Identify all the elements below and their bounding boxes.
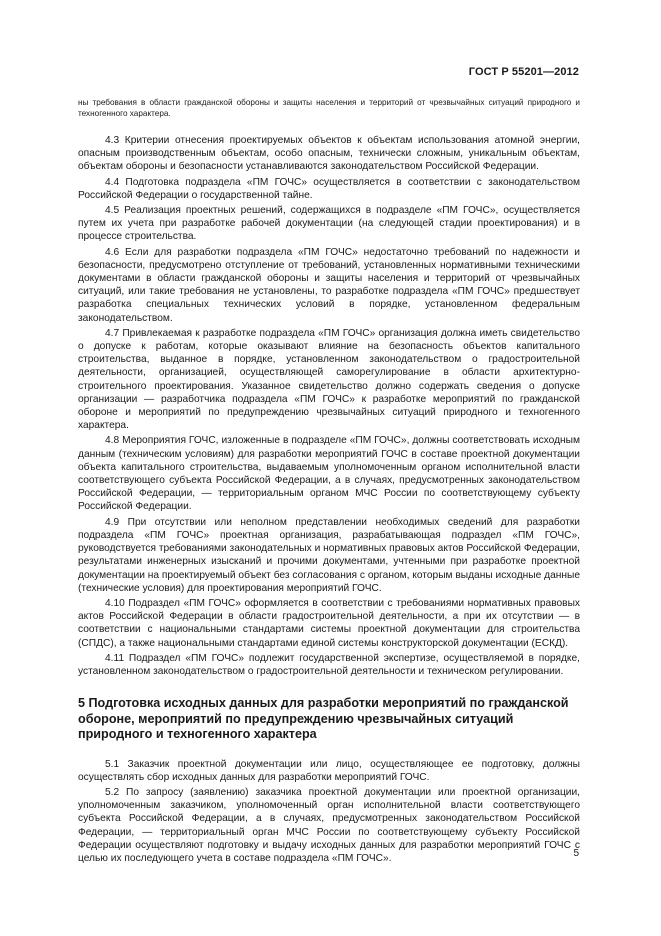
- intro-continuation: ны требования в области гражданской обороны и защиты населения и территорий от чрезвычайных ситуаций природного и техногенного характера.: [78, 98, 580, 118]
- paragraph-4-11: 4.11 Подраздел «ПМ ГОЧС» подлежит государственной экспертизе, осуществляемой в порядке, установленном законодательством о градостроительной деятельности и техническом регулировании.: [78, 652, 580, 677]
- paragraph-4-7: 4.7 Привлекаемая к разработке подраздела «ПМ ГОЧС» организация должна иметь свидетельство о допуске к работам, которые оказывают влияние на безопасность объектов капитального строительства, выданное в порядке, установленном законодательством о градостроительной деятельности, организацией, осуществляющей саморегулирование в области архитектурно-строительного проектирования. Указанное свидетельство должно содержать сведения о допуске организации — разработчика подраздела «ПМ ГОЧС» к разработке мероприятий по гражданской обороне и мероприятий по предупреждению чрезвычайных ситуаций природного и техногенного характера.: [78, 327, 580, 432]
- paragraph-4-4: 4.4 Подготовка подраздела «ПМ ГОЧС» осуществляется в соответствии с законодательством Российской Федерации о государственной тайне.: [78, 176, 580, 201]
- document-body: [78, 97, 580, 867]
- section-5-heading: 5 Подготовка исходных данных для разработки мероприятий по гражданской обороне, мероприятий по предупреждению чрезвычайных ситуаций природного и техногенного характера: [78, 696, 569, 742]
- paragraph-4-8: 4.8 Мероприятия ГОЧС, изложенные в подразделе «ПМ ГОЧС», должны соответствовать исходным данным (техническим условиям) для разработки мероприятий ГОЧС в составе проектной документации объекта капитального строительства, выдаваемым уполномоченным органом исполнительной власти соответствующего субъекта Российской Федерации, а в случаях, предусмотренных законодательством Российской Федерации, — территориальным органом МЧС России по соответствующему субъекту Российской Федерации.: [78, 435, 580, 513]
- paragraph-4-6: 4.6 Если для разработки подраздела «ПМ ГОЧС» недостаточно требований по надежности и безопасности, предусмотрено отступление от требований, установленных нормативными техническими документами в области гражданской обороны и защиты населения и территорий от чрезвычайных ситуаций, или такие требования не установлены, то разработке подраздела «ПМ ГОЧС» предшествует разработка специальных технических условий в порядке, установленном федеральным законодательством.: [78, 246, 580, 324]
- paragraph-4-5: 4.5 Реализация проектных решений, содержащихся в подразделе «ПМ ГОЧС», осуществляется путем их учета при разработке рабочей документации (на следующей стадии проектирования) и в процессе строительства.: [78, 205, 580, 243]
- document-header: ГОСТ Р 55201—2012: [468, 66, 579, 78]
- paragraph-4-3: 4.3 Критерии отнесения проектируемых объектов к объектам использования атомной энергии, опасным производственным объектам, особо опасным, технически сложным, уникальным объектам, объектам обороны и безопасности устанавливаются законодательством Российской Федерации.: [78, 135, 580, 173]
- paragraph-4-10: 4.10 Подраздел «ПМ ГОЧС» оформляется в соответствии с требованиями нормативных правовых актов Российской Федерации в области градостроительной деятельности, а при их отсутствии — в соответствии с национальными стандартами системы проектной документации для строительства (СПДС), а также национальными стандартами единой системы конструкторской документации (ЕСКД).: [78, 597, 580, 649]
- paragraph-4-9: 4.9 При отсутствии или неполном представлении необходимых сведений для разработки подраздела «ПМ ГОЧС» проектная организация, разрабатывающая подраздел «ПМ ГОЧС», руководствуется требованиями законодательных и нормативных правовых актов Российской Федерации, результатами инженерных изысканий и прочими документами, учтенными при разработке проектной документации на проектируемый объект без согласования с органом, которым выданы исходные данные (технические условия) для проектирования мероприятий ГОЧС.: [78, 516, 580, 594]
- paragraph-5-2: 5.2 По запросу (заявлению) заказчика проектной документации или проектной организации, уполномоченным заказчиком, уполномоченный орган исполнительной власти соответствующего субъекта Российской Федерации, а в случаях, предусмотренных законодательством Российской Федерации, — территориальный орган МЧС России по соответствующему субъекту Российской Федерации осуществляют подготовку и выдачу исходных данных для разработки мероприятий ГОЧС с целью их последующего учета в составе подраздела «ПМ ГОЧС».: [78, 787, 580, 865]
- paragraph-5-1: 5.1 Заказчик проектной документации или лицо, осуществляющее ее подготовку, должны осуществлять сбор исходных данных для разработки мероприятий ГОЧС.: [78, 758, 580, 783]
- page-number: 5: [573, 848, 579, 859]
